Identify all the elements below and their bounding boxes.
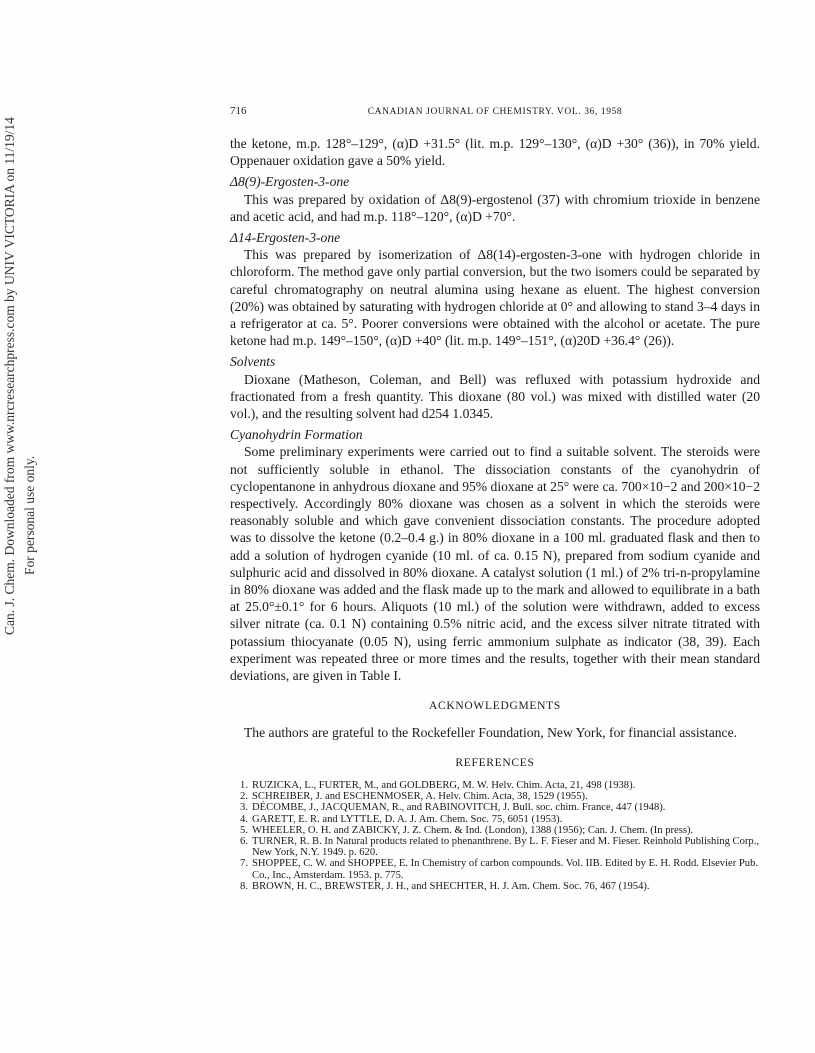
reference-number: 8. (240, 880, 248, 892)
paragraph-solvents: Dioxane (Matheson, Coleman, and Bell) was refluxed with potassium hydroxide and fractionated from a fresh quantity. This dioxane (80 vol.) was mixed with distilled water (20 vol.), and the resulting solvent had d254 1.0345. (230, 371, 760, 422)
reference-text: RUZICKA, L., FURTER, M., and GOLDBERG, M. W. Helv. Chim. Acta, 21, 498 (1938). (252, 779, 636, 791)
reference-item (230, 881, 760, 892)
section-heading-solvents: Solvents (230, 354, 276, 370)
running-header (230, 103, 760, 121)
reference-item (230, 858, 760, 880)
running-head: CANADIAN JOURNAL OF CHEMISTRY. VOL. 36, 1958 (367, 107, 623, 117)
acknowledgments-text: The authors are grateful to the Rockefeller Foundation, New York, for financial assistance. (244, 724, 737, 740)
reference-item (230, 802, 760, 813)
reference-number: 6. (240, 835, 248, 847)
reference-item (230, 825, 760, 836)
reference-number: 5. (240, 824, 248, 836)
reference-number: 3. (240, 802, 248, 814)
reference-text: SHOPPEE, C. W. and SHOPPEE, E. In Chemistry of carbon compounds. Vol. IIB. Edited by E. H. Rodd. Elsevier Pub. Co., Inc., Amsterdam. 1953. p. 775. (252, 858, 759, 881)
reference-item (230, 814, 760, 825)
paragraph-isomerization: This was prepared by isomerization of Δ8(14)-ergosten-3-one with hydrogen chloride in chloroform. The method gave only partial conversion, but the two isomers could be separated by careful chromatography on neutral alumina using hexane as eluent. The highest conversion (20%) was obtained by saturating with hydrogen chloride at 0° and allowing to stand 3–4 days in a refrigerator at ca. 5°. Poorer conversions were obtained with the alcohol or acetate. The pure ketone had m.p. 149°–150°, (α)D +40° (lit. m.p. 149°–151°, (α)20D +36.4° (26)). (230, 247, 760, 349)
reference-number: 1. (240, 779, 248, 791)
download-watermark (0, 0, 44, 1053)
paragraph-oxidation: This was prepared by oxidation of Δ8(9)-ergostenol (37) with chromium trioxide in benzene and acetic acid, and had m.p. 118°–120°, (α)D +70°. (230, 191, 760, 224)
reference-text: GARETT, E. R. and LYTTLE, D. A. J. Am. Chem. Soc. 75, 6051 (1953). (252, 813, 563, 825)
acknowledgments-heading: ACKNOWLEDGMENTS (429, 700, 561, 713)
download-notice-line: Can. J. Chem. Downloaded from www.nrcresearchpress.com by UNIV VICTORIA on 11/19/14 (2, 117, 17, 635)
reference-number: 2. (240, 791, 248, 803)
reference-text: WHEELER, O. H. and ZABICKY, J. Z. Chem. & Ind. (London), 1388 (1956); Can. J. Chem. (In press). (252, 824, 694, 836)
section-heading-ergosten-14: Δ14-Ergosten-3-one (230, 230, 341, 246)
page-number: 716 (230, 105, 247, 117)
reference-text: TURNER, R. B. In Natural products related to phenanthrene. By L. F. Fieser and M. Fieser. Reinhold Publishing Corp., New York, N.Y. 1949. p. 620. (252, 835, 759, 859)
section-heading-cyanohydrin: Cyanohydrin Formation (230, 427, 363, 443)
reference-text: BROWN, H. C., BREWSTER, J. H., and SHECHTER, H. J. Am. Chem. Soc. 76, 467 (1954). (252, 880, 650, 892)
reference-text: SCHREIBER, J. and ESCHENMOSER, A. Helv. Chim. Acta, 38, 1529 (1955). (252, 791, 588, 803)
reference-text: DÉCOMBE, J., JACQUEMAN, R., and RABINOVITCH, J. Bull. soc. chim. France, 447 (1948). (252, 802, 666, 814)
section-heading-ergosten-8: Δ8(9)-Ergosten-3-one (230, 174, 350, 190)
reference-number: 7. (240, 858, 248, 870)
reference-item (230, 780, 760, 791)
references-heading: REFERENCES (455, 756, 535, 769)
reference-item (230, 836, 760, 858)
paragraph-cyanohydrin: Some preliminary experiments were carried out to find a suitable solvent. The steroids were not sufficiently soluble in ethanol. The dissociation constants of the cyanohydrin of cyclopentanone in anhydrous dioxane and 95% dioxane at 25° were ca. 700×10−2 and 200×10−2 respectively. Accordingly 80% dioxane was chosen as a solvent in which the steroids were reasonably soluble and which gave convenient dissociation constants. The procedure adopted was to dissolve the ketone (0.2–0.4 g.) in 80% dioxane in a 100 ml. graduated flask and then to add a solution of hydrogen cyanide (10 ml. of ca. 0.15 N), prepared from sodium cyanide and sulphuric acid and dissolved in 80% dioxane. A catalyst solution (1 ml.) of 2% tri-n-propylamine in 80% dioxane was added and the flask made up to the mark and allowed to equilibrate in a bath at 25.0°±0.1° for 6 hours. Aliquots (10 ml.) of the solution were withdrawn, added to excess silver nitrate (ca. 0.1 N) containing 0.5% nitric acid, and the excess silver nitrate titrated with potassium thiocyanate (0.05 N), using ferric ammonium sulphate as indicator (38, 39). Each experiment was repeated three or more times and the results, together with their mean standard deviations, are given in Table I. (230, 444, 760, 684)
paragraph-ketone: the ketone, m.p. 128°–129°, (α)D +31.5° (lit. m.p. 129°–130°, (α)D +30° (36)), in 70% yield. Oppenauer oxidation gave a 50% yield. (230, 136, 760, 169)
reference-list (230, 780, 760, 892)
reference-number: 4. (240, 813, 248, 825)
journal-page (230, 103, 760, 892)
reference-item (230, 791, 760, 802)
personal-use-notice: For personal use only. (22, 455, 37, 575)
